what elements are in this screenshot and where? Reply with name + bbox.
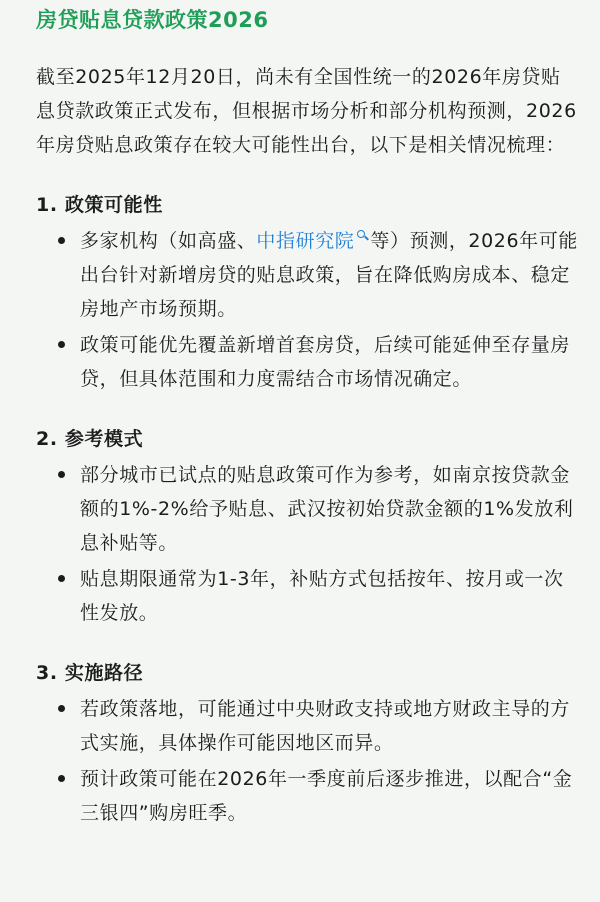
page-title: 房贷贴息贷款政策2026 — [36, 8, 269, 32]
intro-paragraph: 截至2025年12月20日，尚未有全国性统一的2026年房贷贴息贷款政策正式发布，但根据市场分析和部分机构预测，2026年房贷贴息政策存在较大可能性出台，以下是相关情况梳理： — [36, 66, 577, 156]
bullet-dot — [58, 705, 65, 712]
list-item — [80, 224, 580, 326]
list-item — [80, 328, 580, 396]
list-item-text: 贴息期限通常为1-3年，补贴方式包括按年、按月或一次性发放。 — [80, 568, 564, 624]
list-item-text: 预计政策可能在2026年一季度前后逐步推进，以配合“金三银四”购房旺季。 — [80, 768, 573, 824]
list-item-text: 等）预测，2026年可能出台针对新增房贷的贴息政策，旨在降低购房成本、稳定房地产市场预期。 — [80, 230, 578, 320]
list-item — [80, 692, 580, 760]
bullet-list — [36, 692, 580, 830]
list-item-text: 多家机构（如高盛、 — [80, 230, 257, 252]
section-heading: 1. 政策可能性 — [36, 194, 163, 216]
bullet-dot — [58, 575, 65, 582]
section-implementation-path — [36, 656, 580, 830]
bullet-dot — [58, 775, 65, 782]
bullet-list — [36, 458, 580, 630]
section-policy-possibility — [36, 188, 580, 396]
list-item-text: 若政策落地，可能通过中央财政支持或地方财政主导的方式实施，具体操作可能因地区而异。 — [80, 698, 571, 754]
bullet-list — [36, 224, 580, 396]
zhongzhi-institute-link[interactable]: 中指研究院 — [256, 230, 355, 252]
search-icon[interactable] — [357, 230, 368, 241]
bullet-dot — [58, 471, 65, 478]
bullet-dot — [58, 341, 65, 348]
list-item — [80, 562, 580, 630]
section-heading: 3. 实施路径 — [36, 662, 144, 684]
section-reference-models — [36, 422, 580, 630]
list-item — [80, 762, 580, 830]
list-item-text: 政策可能优先覆盖新增首套房贷，后续可能延伸至存量房贷，但具体范围和力度需结合市场情况确定。 — [80, 334, 571, 390]
section-heading: 2. 参考模式 — [36, 428, 144, 450]
list-item — [80, 458, 580, 560]
list-item-text: 部分城市已试点的贴息政策可作为参考，如南京按贷款金额的1%-2%给予贴息、武汉按初始贷款金额的1%发放利息补贴等。 — [80, 464, 574, 554]
bullet-dot — [58, 237, 65, 244]
